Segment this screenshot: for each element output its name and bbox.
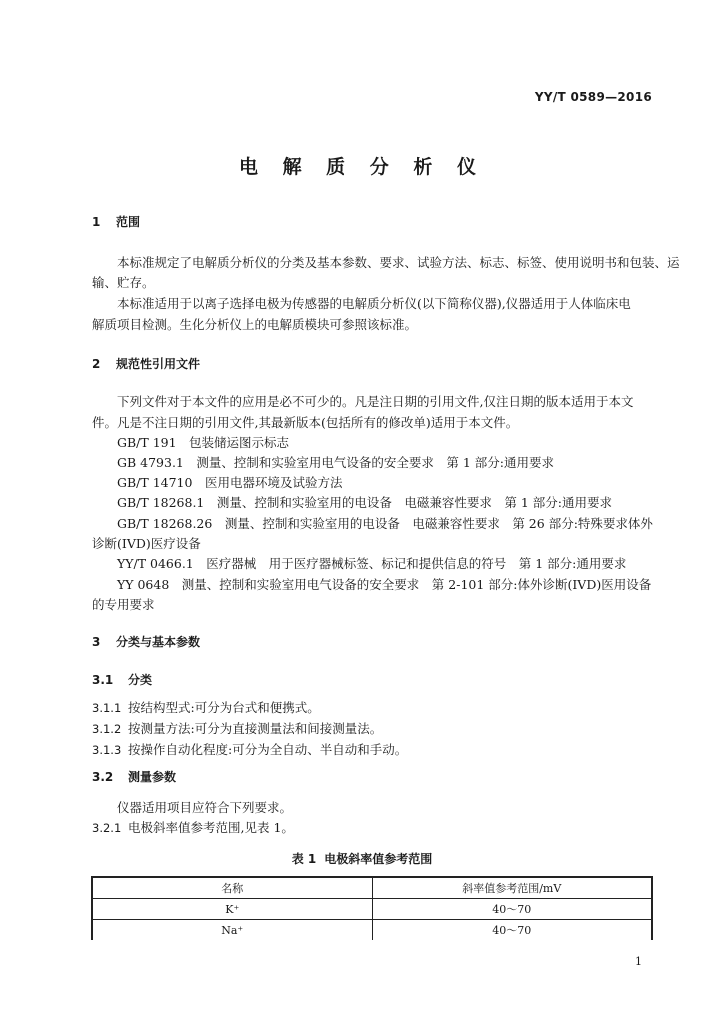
- section-number: 2: [92, 357, 101, 371]
- clause-number: 3.2.1: [92, 821, 122, 835]
- clause-3-1-2: [92, 719, 382, 737]
- reference-item: GB/T 191 包装储运图示标志: [117, 435, 290, 450]
- section-3-heading: [92, 633, 200, 650]
- clause-text: 按操作自动化程度:可分为全自动、半自动和手动。: [128, 742, 408, 757]
- table-cell: Na⁺: [92, 920, 372, 941]
- clause-text: 电极斜率值参考范围,见表 1。: [128, 820, 294, 835]
- table-row: [92, 899, 652, 920]
- paragraph-line: 件。凡是不注日期的引用文件,其最新版本(包括所有的修改单)适用于本文件。: [92, 415, 519, 430]
- table-cell: 40～70: [372, 899, 652, 920]
- table-row: [92, 920, 652, 941]
- table-cell: 40～70: [372, 920, 652, 941]
- paragraph-line: 下列文件对于本文件的应用是必不可少的。凡是注日期的引用文件,仅注日期的版本适用于本文: [117, 394, 634, 409]
- clause-text: 按结构型式:可分为台式和便携式。: [128, 700, 320, 715]
- table-cell: K⁺: [92, 899, 372, 920]
- section-title: 规范性引用文件: [116, 357, 201, 371]
- standard-code: YY/T 0589—2016: [534, 90, 652, 104]
- section-title: 范围: [116, 215, 141, 229]
- reference-item: GB/T 18268.1 测量、控制和实验室用的电设备 电磁兼容性要求 第 1 部分:通用要求: [117, 495, 612, 510]
- reference-item: GB/T 14710 医用电器环境及试验方法: [117, 475, 343, 490]
- table-caption-text: 电极斜率值参考范围: [324, 852, 433, 866]
- subsection-title: 测量参数: [128, 770, 177, 784]
- subsection-title: 分类: [128, 673, 153, 687]
- table-label: 表 1: [291, 852, 317, 866]
- clause-text: 按测量方法:可分为直接测量法和间接测量法。: [128, 721, 383, 736]
- section-number: 1: [92, 215, 101, 229]
- reference-item: YY/T 0466.1 医疗器械 用于医疗器械标签、标记和提供信息的符号 第 1 部分:通用要求: [117, 556, 627, 571]
- paragraph-line: 解质项目检测。生化分析仪上的电解质模块可参照该标准。: [92, 317, 418, 332]
- paragraph-line: 仪器适用项目应符合下列要求。: [117, 800, 293, 815]
- subsection-number: 3.2: [92, 770, 114, 784]
- reference-item: YY 0648 测量、控制和实验室用电气设备的安全要求 第 2-101 部分:体外诊断(IVD)医用设备: [117, 577, 652, 592]
- clause-3-1-3: [92, 740, 407, 758]
- paragraph-line: 本标准规定了电解质分析仪的分类及基本参数、要求、试验方法、标志、标签、使用说明书和包装、运: [117, 255, 680, 270]
- clause-3-2-1: [92, 818, 294, 836]
- section-title: 分类与基本参数: [116, 635, 201, 649]
- document-title: 电 解 质 分 析 仪: [238, 156, 486, 178]
- subsection-3-2-heading: [92, 768, 176, 785]
- table-1-caption: [0, 850, 724, 867]
- table-header-cell: 名称: [92, 877, 372, 899]
- reference-item-continuation: 的专用要求: [92, 597, 155, 612]
- section-number: 3: [92, 635, 101, 649]
- clause-number: 3.1.3: [92, 743, 122, 757]
- reference-item-continuation: 诊断(IVD)医疗设备: [92, 536, 201, 551]
- reference-item: GB/T 18268.26 测量、控制和实验室用的电设备 电磁兼容性要求 第 26 部分:特殊要求体外: [117, 516, 653, 531]
- page-number: 1: [635, 955, 642, 968]
- clause-number: 3.1.1: [92, 701, 122, 715]
- table-header-row: [92, 877, 652, 899]
- paragraph-line: 本标准适用于以离子选择电极为传感器的电解质分析仪(以下简称仪器),仪器适用于人体临床电: [117, 296, 631, 311]
- table-1: [91, 876, 653, 940]
- section-1-heading: [92, 213, 140, 230]
- clause-number: 3.1.2: [92, 722, 122, 736]
- clause-3-1-1: [92, 698, 320, 716]
- reference-item: GB 4793.1 测量、控制和实验室用电气设备的安全要求 第 1 部分:通用要求: [117, 455, 554, 470]
- subsection-3-1-heading: [92, 671, 152, 688]
- paragraph-line: 输、贮存。: [92, 275, 155, 290]
- section-2-heading: [92, 355, 200, 372]
- subsection-number: 3.1: [92, 673, 114, 687]
- table-header-cell: 斜率值参考范围/mV: [372, 877, 652, 899]
